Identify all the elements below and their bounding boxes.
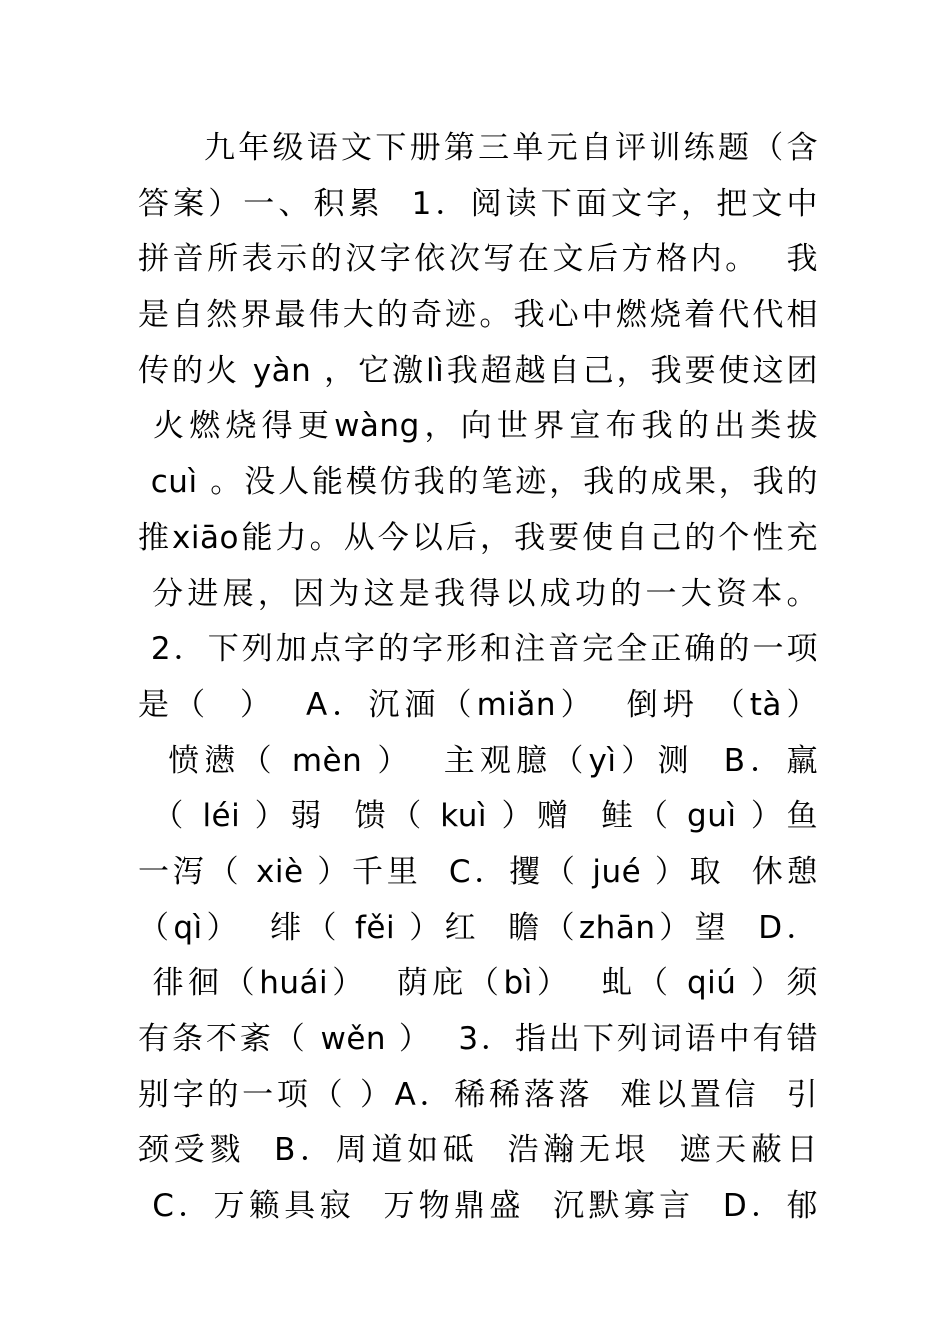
text-line: 九年级语文下册第三单元自评训练题（含 xyxy=(204,130,818,166)
text-line: 推xiāo能力。从今以后，我要使自己的个性充 xyxy=(138,519,818,556)
text-line: 是（ ） A．沉湎（miǎn） 倒坍 （tà） xyxy=(138,686,818,723)
text-line: 2．下列加点字的字形和注音完全正确的一项 xyxy=(138,631,818,668)
text-line: C．万籁具寂 万物鼎盛 沉默寡言 D．郁 xyxy=(138,1188,818,1225)
text-line: （ léi ）弱 馈（ kuì ）赠 鲑（ guì ）鱼 xyxy=(138,798,818,835)
text-line: 一泻（ xiè ）千里 C．攫（ jué ）取 休憩 xyxy=(138,853,818,890)
text-line: 答案）一、积累 1．阅读下面文字，把文中 xyxy=(138,185,818,222)
text-line: 传的火 yàn ，它激lì我超越自己，我要使这团 xyxy=(138,352,818,389)
text-line: 徘徊（huái） 荫庇（bì） 虬（ qiú ）须 xyxy=(138,965,818,1002)
document-body xyxy=(138,121,818,1235)
text-line: （qì） 绯（ fěi ）红 瞻（zhān）望 D． xyxy=(138,909,818,946)
text-line: 愤懑（ mèn ） 主观臆（yì）测 B．羸 xyxy=(138,742,818,779)
text-line: 别字的一项（ ）A．稀稀落落 难以置信 引 xyxy=(138,1076,818,1113)
text-line: 颈受戮 B．周道如砥 浩瀚无垠 遮天蔽日 xyxy=(138,1132,818,1169)
text-line: 火燃烧得更wàng，向世界宣布我的出类拔 xyxy=(138,408,818,445)
text-line: 拼音所表示的汉字依次写在文后方格内。 我 xyxy=(138,241,818,278)
text-line: cuì 。没人能模仿我的笔迹，我的成果，我的 xyxy=(138,464,818,501)
text-line: 分进展，因为这是我得以成功的一大资本。 xyxy=(138,575,818,612)
text-line: 有条不紊（ wěn ） 3．指出下列词语中有错 xyxy=(138,1021,818,1057)
text-line: 是自然界最伟大的奇迹。我心中燃烧着代代相 xyxy=(138,297,818,334)
